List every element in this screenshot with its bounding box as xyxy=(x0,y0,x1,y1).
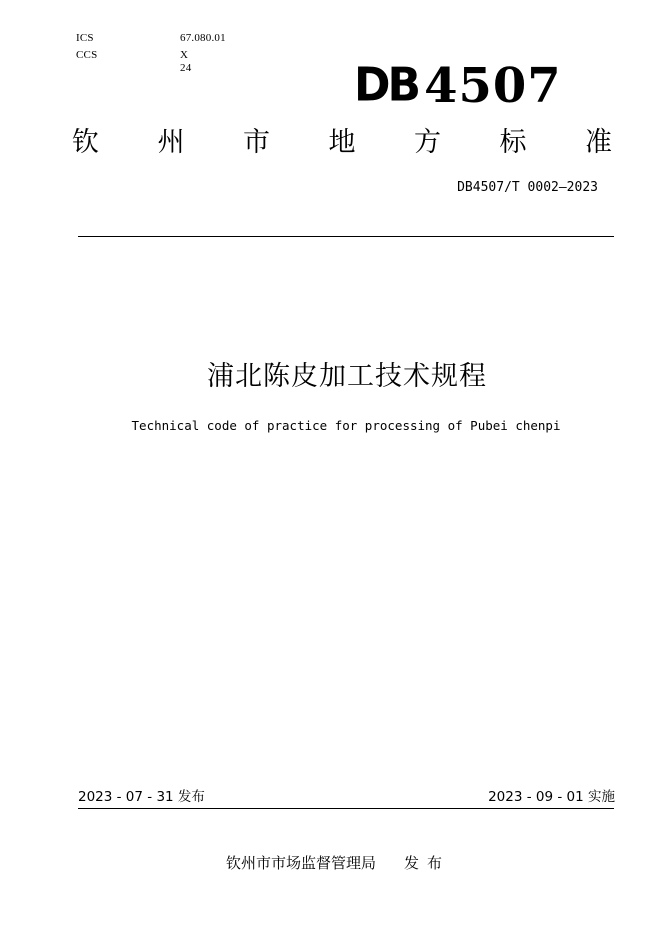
standard-type-char: 地 xyxy=(328,127,356,158)
standard-type-heading xyxy=(72,126,612,160)
standard-type-char: 州 xyxy=(157,127,185,158)
db-logo xyxy=(354,58,562,114)
document-title-chinese: 浦北陈皮加工技术规程 xyxy=(207,361,487,392)
ics-code: 67.080.01 xyxy=(180,32,226,44)
top-divider xyxy=(78,236,614,237)
release-date: 2023 - 07 - 31 发布 xyxy=(78,789,205,805)
ics-label: ICS xyxy=(76,32,94,44)
ccs-label: CCS xyxy=(76,49,98,61)
document-title-english: Technical code of practice for processing of Pubei chenpi xyxy=(131,418,561,433)
db-logo-number: 4507 xyxy=(424,58,562,114)
ccs-code: X 24 xyxy=(180,49,192,74)
standard-type-char: 方 xyxy=(414,127,441,158)
issuer-line xyxy=(0,854,662,873)
issuer-action: 发布 xyxy=(404,854,451,872)
ics-line xyxy=(76,32,226,45)
ccs-line xyxy=(76,49,192,74)
issuer-name: 钦州市市场监督管理局 xyxy=(225,854,376,872)
standard-type-char: 市 xyxy=(243,127,270,158)
standard-type-char: 钦 xyxy=(72,127,99,158)
db-logo-letters: DB xyxy=(354,58,419,113)
standard-number: DB4507/T 0002—2023 xyxy=(457,180,598,195)
standard-type-char: 标 xyxy=(499,127,527,158)
bottom-divider xyxy=(78,808,614,809)
standard-type-char: 准 xyxy=(585,127,612,158)
implementation-date: 2023 - 09 - 01 实施 xyxy=(488,789,615,805)
